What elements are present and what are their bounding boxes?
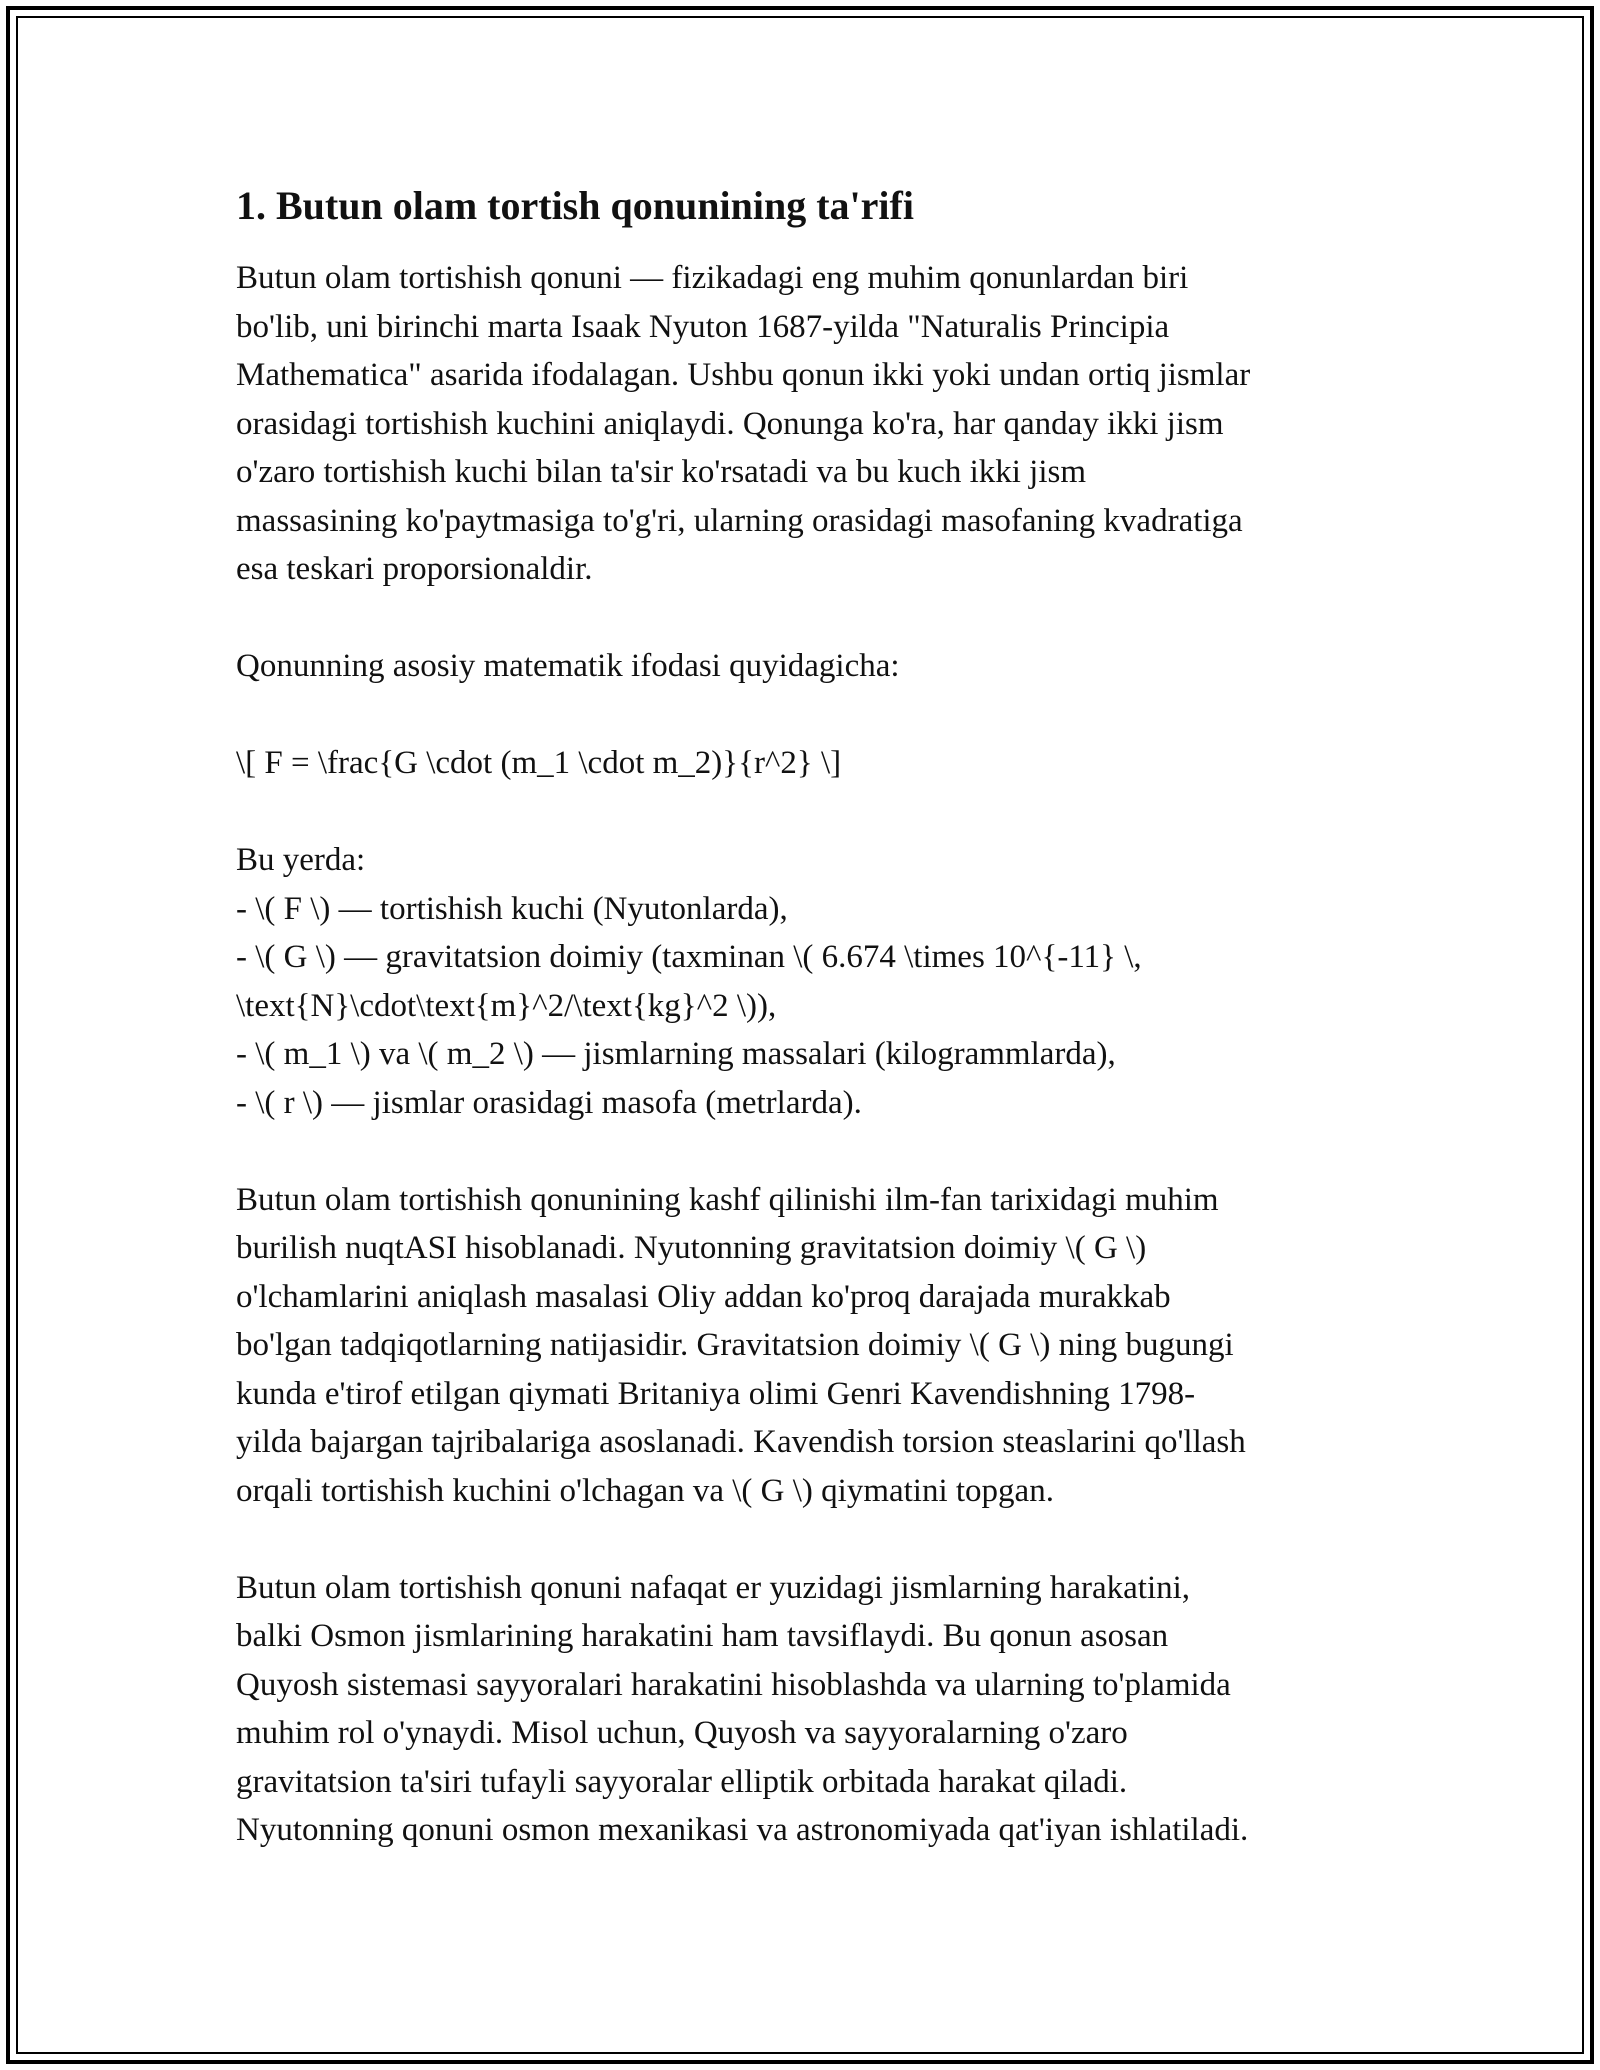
list-item: - \( r \) — jismlar orasidagi masofa (metrlarda). <box>236 1084 862 1121</box>
list-item: - \( F \) — tortishish kuchi (Nyutonlarda), <box>236 890 788 927</box>
text-line: bo'lgan tadqiqotlarning natijasidir. Gravitatsion doimiy \( G \) ning bugungi <box>236 1327 1234 1363</box>
text-line: Mathematica" asarida ifodalagan. Ushbu qonun ikki yoki undan ortiq jismlar <box>236 357 1251 393</box>
text-line: Quyosh sistemasi sayyoralari harakatini hisoblashda va ularning to'plamida <box>236 1666 1231 1703</box>
paragraph-formula-intro <box>236 642 1376 691</box>
text-line: Butun olam tortishish qonuni — fizikadagi eng muhim qonunlardan biri <box>236 260 1189 296</box>
formula-block <box>236 739 1376 788</box>
text-line: Butun olam tortishish qonuni nafaqat er yuzidagi jismlarning harakatini, <box>236 1569 1191 1606</box>
text-line: massasining ko'paytmasiga to'g'ri, ularning orasidagi masofaning kvadratiga <box>236 502 1243 539</box>
text-line: Butun olam tortishish qonunining kashf qilinishi ilm-fan tarixidagi muhim <box>236 1181 1219 1218</box>
text-line: muhim rol o'ynaydi. Misol uchun, Quyosh va sayyoralarning o'zaro <box>236 1715 1128 1751</box>
text-line: Nyutonning qonuni osmon mexanikasi va astronomiyada qat'iyan ishlatiladi. <box>236 1812 1249 1848</box>
text-line: balki Osmon jismlarining harakatini ham tavsiflaydi. Bu qonun asosan <box>236 1618 1169 1654</box>
text-line: kunda e'tirof etilgan qiymati Britaniya olimi Genri Kavendishning 1798- <box>236 1375 1196 1412</box>
document-body <box>236 180 1376 1903</box>
text-line: burilish nuqtASI hisoblanadi. Nyutonning gravitatsion doimiy \( G \) <box>236 1230 1147 1266</box>
text-line: o'zaro tortishish kuchi bilan ta'sir ko'rsatadi va bu kuch ikki jism <box>236 454 1087 490</box>
text-line: orasidagi tortishish kuchini aniqlaydi. Qonunga ko'ra, har qanday ikki jism <box>236 405 1224 442</box>
list-item: - \( G \) — gravitatsion doimiy (taxminan \( 6.674 \times 10^{-11} \, <box>236 939 1142 975</box>
text-line: esa teskari proporsionaldir. <box>236 551 593 587</box>
formula-line: \[ F = \frac{G \cdot (m_1 \cdot m_2)}{r^2} \] <box>236 745 842 781</box>
paragraph-variable-list <box>236 836 1376 1127</box>
section-heading: 1. Butun olam tortish qonunining ta'rifi <box>236 183 914 228</box>
list-item: - \( m_1 \) va \( m_2 \) — jismlarning massalari (kilogrammlarda), <box>236 1036 1116 1072</box>
text-line: yilda bajargan tajribalariga asoslanadi. Kavendish torsion steaslarini qo'llash <box>236 1424 1246 1460</box>
text-line: orqali tortishish kuchini o'lchagan va \( G \) qiymatini topgan. <box>236 1472 1054 1509</box>
text-line: gravitatsion ta'siri tufayli sayyoralar elliptik orbitada harakat qiladi. <box>236 1763 1128 1800</box>
text-line: o'lchamlarini aniqlash masalasi Oliy addan ko'proq darajada murakkab <box>236 1278 1171 1315</box>
paragraph-celestial <box>236 1564 1376 1855</box>
paragraph-definition <box>236 254 1376 594</box>
text-line: bo'lib, uni birinchi marta Isaak Nyuton 1687-yilda "Naturalis Principia <box>236 308 1170 345</box>
text-line: Qonunning asosiy matematik ifodasi quyidagicha: <box>236 648 900 684</box>
text-line: Bu yerda: <box>236 842 366 878</box>
list-item: \text{N}\cdot\text{m}^2/\text{kg}^2 \)), <box>236 987 777 1024</box>
paragraph-history <box>236 1176 1376 1516</box>
